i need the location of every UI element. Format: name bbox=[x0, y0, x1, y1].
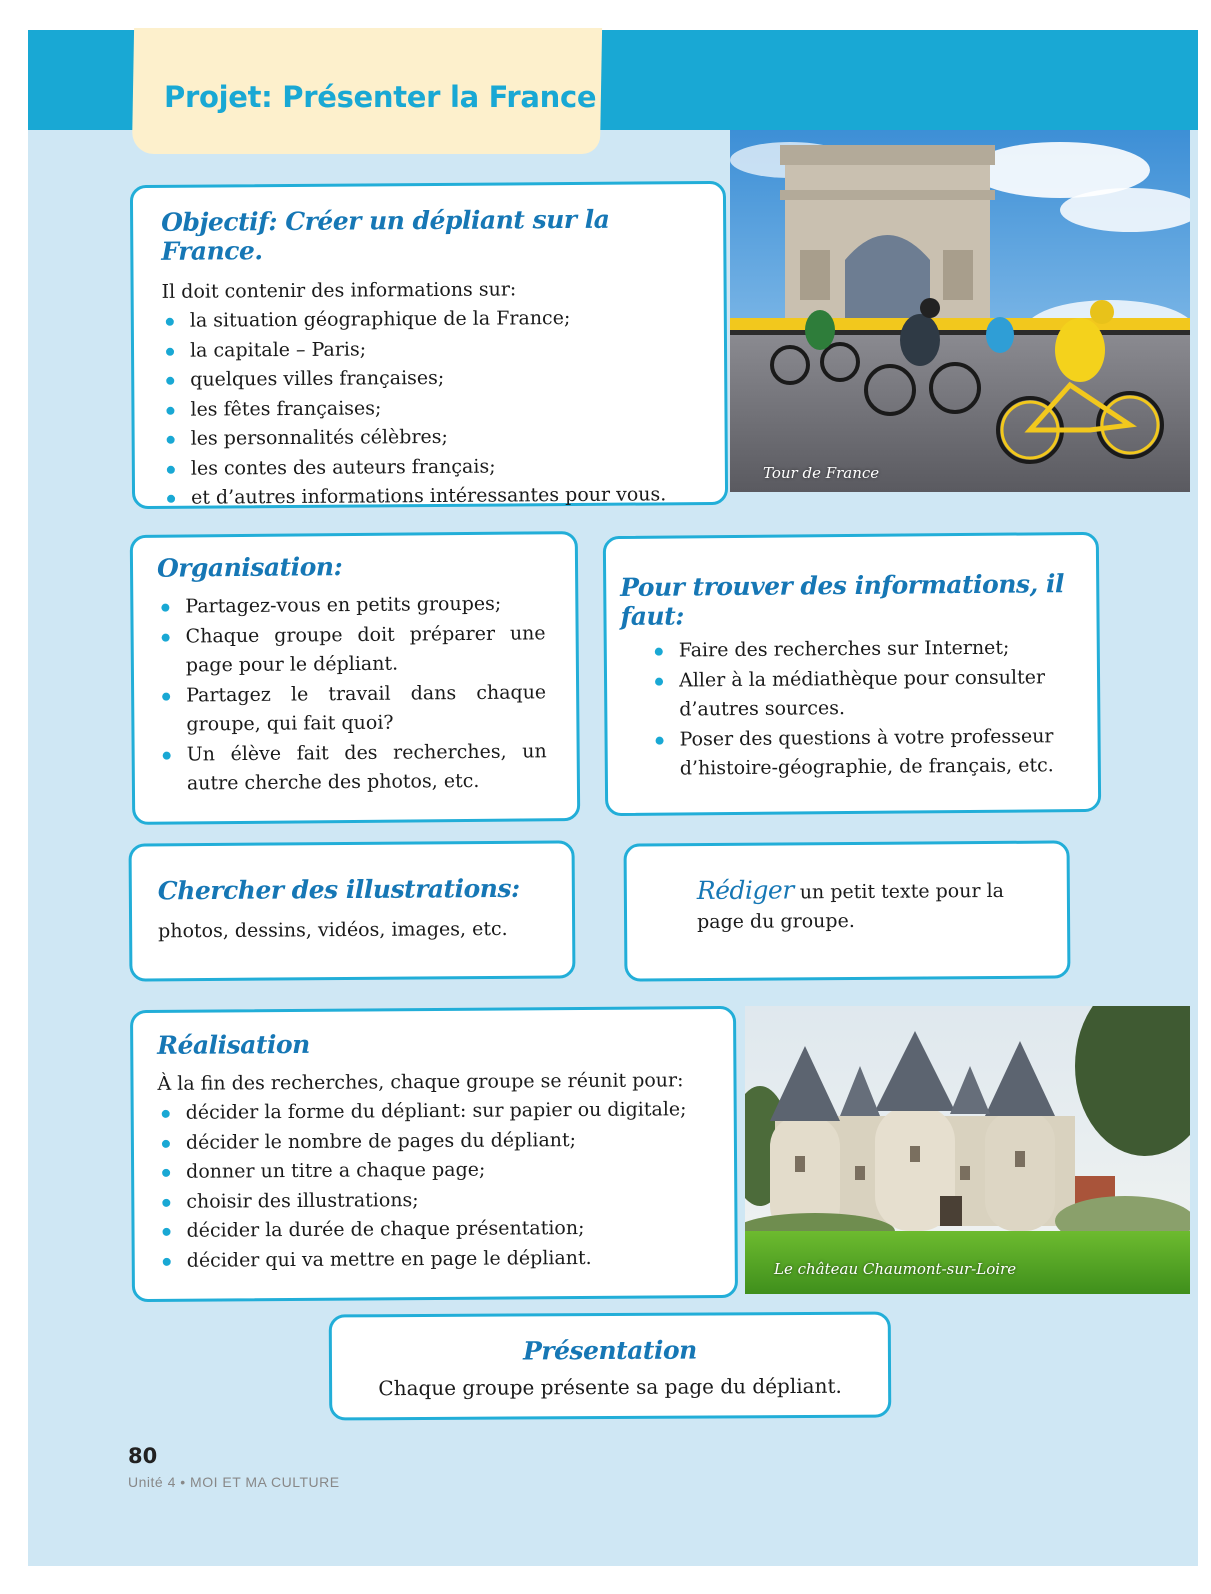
list-item: Faire des recherches sur Internet; bbox=[651, 633, 1077, 666]
organisation-list bbox=[157, 589, 547, 799]
list-item: décider le nombre de pages du dépliant; bbox=[158, 1125, 714, 1158]
list-item: donner un titre a chaque page; bbox=[158, 1154, 714, 1187]
footer-unit: Unité 4 • MOI ET MA CULTURE bbox=[128, 1474, 340, 1490]
chateau-chaumont-image bbox=[745, 1006, 1190, 1294]
organisation-box bbox=[130, 531, 581, 825]
chateau-photo bbox=[745, 1006, 1190, 1294]
illustrations-text: photos, dessins, vidéos, images, etc. bbox=[158, 917, 508, 943]
list-item: les fêtes françaises; bbox=[162, 392, 704, 425]
page-title: Projet: Présenter la France bbox=[164, 80, 597, 114]
recherche-list bbox=[621, 633, 1078, 784]
list-item: Partagez-vous en petits groupes; bbox=[157, 589, 545, 622]
arc-de-triomphe-cyclists-image bbox=[730, 130, 1190, 492]
list-item: les contes des auteurs français; bbox=[163, 451, 705, 484]
list-item: Un élève fait des recherches, un autre cherche des photos, etc. bbox=[159, 737, 548, 799]
list-item: les personnalités célèbres; bbox=[163, 421, 705, 454]
realisation-intro: À la fin des recherches, chaque groupe se réunit pour: bbox=[157, 1069, 684, 1095]
rediger-heading: Rédiger bbox=[696, 875, 794, 906]
recherche-heading: Pour trouver des informations, il faut: bbox=[620, 569, 1065, 632]
rediger-box bbox=[624, 840, 1071, 981]
list-item: décider la durée de chaque présentation; bbox=[158, 1213, 714, 1246]
list-item: Chaque groupe doit préparer une page pour le dépliant. bbox=[158, 619, 547, 681]
rediger-paragraph bbox=[697, 874, 1007, 937]
photo-caption: Le château Chaumont-sur-Loire bbox=[774, 1260, 1017, 1278]
rediger-text: un petit texte pour la page du groupe. bbox=[696, 879, 1005, 934]
presentation-heading: Présentation bbox=[523, 1335, 697, 1366]
photo-caption: Tour de France bbox=[763, 464, 880, 482]
list-item: Aller à la médiathèque pour consulter d’autres sources. bbox=[651, 663, 1077, 726]
list-item: Partagez le travail dans chaque groupe, qui fait quoi? bbox=[158, 678, 547, 740]
presentation-text: Chaque groupe présente sa page du dépliant. bbox=[378, 1373, 842, 1401]
organisation-heading: Organisation: bbox=[156, 552, 343, 583]
illustrations-heading: Chercher des illustrations: bbox=[157, 873, 520, 906]
tour-de-france-photo bbox=[730, 130, 1190, 492]
list-item: décider qui va mettre en page le dépliant. bbox=[159, 1243, 715, 1276]
objectif-intro: Il doit contenir des informations sur: bbox=[161, 278, 517, 303]
list-item: la capitale – Paris; bbox=[162, 333, 704, 366]
illustrations-box bbox=[129, 840, 576, 981]
list-item: la situation géographique de la France; bbox=[162, 303, 704, 336]
objectif-heading: Objectif: Créer un dépliant sur la France. bbox=[161, 204, 610, 266]
page-number: 80 bbox=[128, 1444, 158, 1468]
presentation-box bbox=[329, 1312, 892, 1421]
realisation-heading: Réalisation bbox=[157, 1029, 310, 1060]
list-item: choisir des illustrations; bbox=[158, 1184, 714, 1217]
list-item: et d’autres informations intéressantes pour vous. bbox=[163, 480, 705, 513]
objectif-list bbox=[162, 303, 705, 513]
objectif-box bbox=[130, 181, 728, 509]
list-item: Poser des questions à votre professeur d’histoire-géographie, de français, etc. bbox=[651, 722, 1077, 785]
list-item: quelques villes françaises; bbox=[162, 362, 704, 395]
realisation-box bbox=[130, 1006, 738, 1302]
realisation-list bbox=[158, 1095, 715, 1276]
list-item: décider la forme du dépliant: sur papier ou digitale; bbox=[158, 1095, 714, 1128]
recherche-box bbox=[603, 532, 1101, 816]
